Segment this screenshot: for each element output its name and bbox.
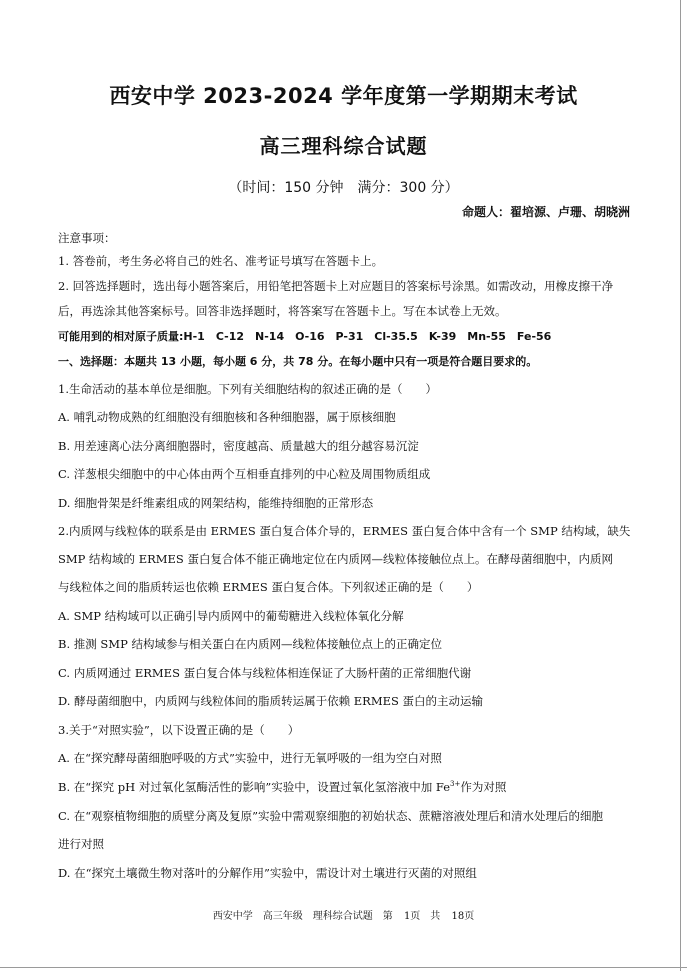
q1-option-b: B. 用差速离心法分离细胞器时，密度越高、质量越大的组分越容易沉淀 [58,439,419,453]
notice-item-1: 1. 答卷前，考生务必将自己的姓名、准考证号填写在答题卡上。 [58,254,384,268]
q2-option-d: D. 酵母菌细胞中，内质网与线粒体间的脂质转运属于依赖 ERMES 蛋白的主动运输 [58,694,484,708]
q1-option-d: D. 细胞骨架是纤维素组成的网架结构，能维持细胞的正常形态 [58,496,374,510]
q3-option-c-line-2: 进行对照 [58,837,104,851]
page-edge-bottom [0,967,687,968]
notice-item-2-line-1: 2. 回答选择题时，选出每小题答案后，用铅笔把答题卡上对应题目的答案标号涂黑。如需改动，用橡皮擦干净 [58,279,614,293]
q1-option-c: C. 洋葱根尖细胞中的中心体由两个互相垂直排列的中心粒及周围物质组成 [58,467,431,481]
q3-option-b-text: B. 在“探究 pH 对过氧化氢酶活性的影响”实验中，设置过氧化氢溶液中加 Fe [58,780,451,794]
page-footer: 西安中学 高三年级 理科综合试题 第 1页 共 18页 [212,911,475,922]
exam-subtitle: 高三理科综合试题 [259,134,428,158]
q1-option-a: A. 哺乳动物成熟的红细胞没有细胞核和各种细胞器，属于原核细胞 [58,410,396,424]
q3-option-b-tail: 作为对照 [460,780,507,794]
q1-stem: 1.生命活动的基本单位是细胞。下列有关细胞结构的叙述正确的是（ ） [58,382,437,396]
exam-authors: 命题人：翟培源、卢珊、胡晓洲 [461,205,630,219]
notice-heading: 注意事项： [58,231,116,245]
exam-title: 西安中学 2023-2024 学年度第一学期期末考试 [109,84,578,108]
section-1-heading: 一、选择题：本题共 13 小题，每小题 6 分，共 78 分。在每小题中只有一项是符合题目要求的。 [58,355,538,368]
exam-time-info: （时间：150 分钟 满分：300 分） [228,180,459,196]
q3-option-c-line-1: C. 在“观察植物细胞的质壁分离及复原”实验中需观察细胞的初始状态、蔗糖溶液处理后和清水处理后的细胞 [58,809,603,823]
q3-option-d: D. 在“探究土壤微生物对落叶的分解作用”实验中，需设计对土壤进行灭菌的对照组 [58,866,477,880]
notice-item-2-line-2: 后，再选涂其他答案标号。回答非选择题时，将答案写在答题卡上。写在本试卷上无效。 [58,304,507,318]
q3-option-a: A. 在“探究酵母菌细胞呼吸的方式”实验中，进行无氧呼吸的一组为空白对照 [58,751,442,765]
q2-option-b: B. 推测 SMP 结构域参与相关蛋白在内质网—线粒体接触位点上的正确定位 [58,637,442,651]
q3-option-b-superscript: 3+ [450,780,461,789]
q3-stem: 3.关于“对照实验”，以下设置正确的是（ ） [58,723,300,737]
q2-stem-line-1: 2.内质网与线粒体的联系是由 ERMES 蛋白复合体介导的，ERMES 蛋白复合体中含有一个 SMP 结构域，缺失 [58,524,631,538]
q2-option-a: A. SMP 结构域可以正确引导内质网中的葡萄糖进入线粒体氧化分解 [58,609,404,623]
atomic-masses: 可能用到的相对原子质量:H-1 C-12 N-14 O-16 P-31 Cl-35.5 K-39 Mn-55 Fe-56 [58,330,552,343]
q2-stem-line-2: SMP 结构域的 ERMES 蛋白复合体不能正确地定位在内质网—线粒体接触位点上。在酵母菌细胞中，内质网 [58,552,613,566]
q3-option-b [58,780,506,795]
q2-option-c: C. 内质网通过 ERMES 蛋白复合体与线粒体相连保证了大肠杆菌的正常细胞代谢 [58,666,472,680]
q2-stem-line-3: 与线粒体之间的脂质转运也依赖 ERMES 蛋白复合体。下列叙述正确的是（ ） [58,580,479,594]
